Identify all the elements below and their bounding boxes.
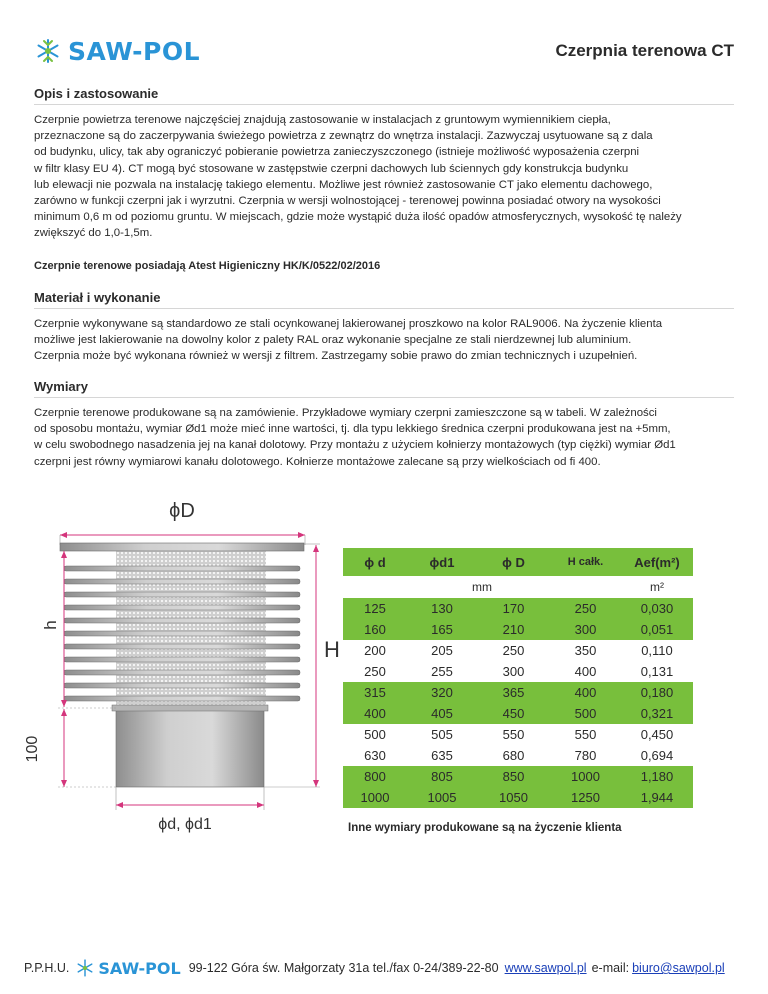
table-row [343, 745, 693, 766]
section-heading-material: Materiał i wykonanie [34, 290, 161, 305]
header-d1: ϕd1 [429, 554, 455, 570]
table-cell: 300 [502, 664, 525, 679]
table-cell: 300 [574, 622, 597, 637]
table-row [343, 682, 693, 703]
footer-brand: SAW-POL [98, 958, 181, 978]
text-line: w filtr klasy EU 4). CT mogą być stosowane w zastępstwie czerpni dachowych lub ściennych gdy konstrukcja budynku [34, 162, 629, 175]
technical-drawing [20, 495, 350, 840]
hygiene-certificate-note: Czerpnie terenowe posiadają Atest Higieniczny HK/K/0522/02/2016 [34, 260, 381, 272]
footer [24, 958, 725, 978]
website-link[interactable]: www.sawpol.pl [504, 961, 587, 975]
paragraph-material [34, 316, 740, 365]
table-cell: 500 [364, 727, 386, 742]
brand-logo [34, 36, 200, 66]
table-cell: 0,051 [640, 622, 674, 637]
text-line: od sposobu montażu, wymiar Ød1 może mieć inne wartości, tj. dla typu lekkiego średnica czerpni produkowana jest na +5mm, [34, 423, 671, 436]
table-cell: 550 [574, 727, 597, 742]
table-cell: 320 [431, 685, 453, 700]
paragraph-wymiary [34, 405, 740, 470]
divider [34, 397, 734, 398]
header-D: ϕ D [502, 554, 525, 570]
table-cell: 250 [502, 643, 525, 658]
table-cell: 250 [574, 601, 597, 616]
table-body [343, 598, 693, 808]
snowflake-sun-icon [75, 958, 95, 978]
table-cell: 400 [364, 706, 386, 721]
table-row [343, 766, 693, 787]
header-d: ϕ d [364, 554, 386, 570]
table-cell: 635 [431, 748, 453, 763]
table-cell: 1005 [427, 790, 457, 805]
table-cell: 315 [364, 685, 386, 700]
table-row [343, 787, 693, 808]
table-cell: 500 [574, 706, 597, 721]
text-line: Czerpnie terenowe produkowane są na zamówienie. Przykładowe wymiary czerpni zamieszczone są w tabeli. W zależności [34, 407, 657, 419]
table-cell: 170 [502, 601, 525, 616]
snowflake-sun-icon [34, 37, 62, 65]
table-header-row [343, 548, 693, 576]
text-line: minimum 0,6 m od poziomu gruntu. W miejscach, gdzie może wystąpić duża ilość opadów atmosferycznych, wysokość tę należy [34, 211, 682, 224]
table-cell: 505 [431, 727, 453, 742]
table-cell: 1,944 [640, 790, 674, 805]
table-cell: 255 [431, 664, 453, 679]
top-cap [60, 543, 304, 551]
table-cell: 680 [502, 748, 525, 763]
text-line: od budynku, ulicy, tak aby ograniczyć pobieranie powietrza zanieczyszczonego (istnieje możliwość wyposażenia czerpni [34, 146, 640, 159]
diameter-d-label: ϕd, ϕd1 [158, 816, 212, 833]
text-line: lub elewacji nie pozwala na instalację takiego elementu. Możliwe jest również zastosowanie CT jako elementu dachowego, [34, 178, 653, 191]
table-row [343, 598, 693, 619]
table-units-row [343, 576, 693, 598]
text-line: Czerpnia może być wykonana również w wersji z filtrem. Zastrzegamy sobie prawo do zmian technicznych i uzupełnień. [34, 350, 638, 363]
height-100-label: 100 [24, 735, 41, 763]
table-cell: 160 [364, 622, 386, 637]
page-title: Czerpnia terenowa CT [555, 41, 734, 60]
height-h-label: h [41, 620, 60, 630]
brand-name: SAW-POL [68, 36, 201, 66]
units-m2: m² [650, 580, 664, 594]
table-row [343, 661, 693, 682]
text-line: zwiększyć do 1,0-1,5m. [34, 227, 153, 240]
height-H-label: H [324, 637, 340, 662]
table-cell: 550 [502, 727, 525, 742]
text-line: czerpni jest równy wymiarowi kanału dolotowego. Kołnierze montażowe zalecane są przy wielkościach od fi 400. [34, 455, 601, 468]
table-cell: 1050 [499, 790, 528, 805]
table-row [343, 640, 693, 661]
text-line: Czerpnie powietrza terenowe najczęściej znajdują zastosowanie w instalacjach z gruntowym wymiennikiem ciepła, [34, 114, 611, 126]
table-cell: 405 [431, 706, 453, 721]
table-cell: 125 [364, 601, 386, 616]
table-cell: 0,110 [641, 643, 673, 658]
footer-address: 99-122 Góra św. Małgorzaty 31a tel./fax 0-24/389-22-80 [188, 961, 499, 975]
table-cell: 205 [431, 643, 453, 658]
email-label: e-mail: [591, 961, 630, 975]
text-line: zarówno w funkcji czerpni jak i wyrzutni. Czerpnia w wersji wolnostojącej - terenowej powinna posiadać otwory na wysokości [34, 195, 661, 208]
table-cell: 130 [431, 601, 453, 616]
table-cell: 165 [431, 622, 453, 637]
table-cell: 0,131 [640, 664, 674, 679]
intake-pipe [116, 707, 264, 787]
text-line: przeznaczone są do zaczerpywania świeżego powietrza z zewnątrz do wnętrza instalacji. Zazwyczaj usytuowane są z dala [34, 130, 653, 143]
table-cell: 350 [574, 643, 597, 658]
table-row [343, 619, 693, 640]
table-cell: 805 [431, 769, 453, 784]
table-cell: 1,180 [640, 769, 674, 784]
table-cell: 250 [364, 664, 386, 679]
units-mm: mm [472, 580, 492, 594]
table-cell: 365 [502, 685, 525, 700]
table-cell: 0,321 [640, 706, 674, 721]
divider [34, 308, 734, 309]
table-cell: 0,694 [640, 748, 674, 763]
table-cell: 780 [574, 748, 597, 763]
table-cell: 450 [502, 706, 525, 721]
header-Aef: Aef(m²) [634, 554, 680, 570]
table-cell: 400 [574, 685, 597, 700]
footer-prefix: P.P.H.U. [24, 961, 70, 975]
text-line: możliwe jest lakierowanie na dowolny kolor z palety RAL oraz wykonanie specjalne ze stali nierdzewnej lub aluminium. [34, 334, 632, 347]
table-row [343, 703, 693, 724]
section-heading-wymiary: Wymiary [34, 379, 88, 394]
table-cell: 800 [364, 769, 386, 784]
table-footnote: Inne wymiary produkowane są na życzenie klienta [348, 822, 622, 834]
table-cell: 0,450 [640, 727, 674, 742]
divider [34, 104, 734, 105]
table-row [343, 724, 693, 745]
table-cell: 400 [574, 664, 597, 679]
text-line: w celu swobodnego nasadzenia jej na kanał dolotowy. Przy montażu z użyciem kołnierzy montażowych (typ ciężki) wymiar Ød1 [34, 439, 676, 452]
table-cell: 850 [502, 769, 525, 784]
paragraph-opis [34, 112, 740, 242]
header-H: H całk. [567, 556, 604, 568]
table-cell: 630 [364, 748, 386, 763]
table-cell: 1250 [571, 790, 600, 805]
table-cell: 0,180 [640, 685, 674, 700]
table-cell: 0,030 [640, 601, 674, 616]
dimensions-table [343, 548, 693, 808]
email-link[interactable]: biuro@sawpol.pl [632, 961, 725, 975]
diameter-D-label: ϕD [169, 500, 195, 522]
section-heading-opis: Opis i zastosowanie [34, 86, 159, 101]
text-line: Czerpnie wykonywane są standardowo ze stali ocynkowanej lakierowanej proszkowo na kolor RAL9006. Na życzenie klienta [34, 318, 663, 330]
table-cell: 210 [502, 622, 525, 637]
table-cell: 1000 [360, 790, 390, 805]
table-cell: 200 [364, 643, 386, 658]
table-cell: 1000 [571, 769, 600, 784]
